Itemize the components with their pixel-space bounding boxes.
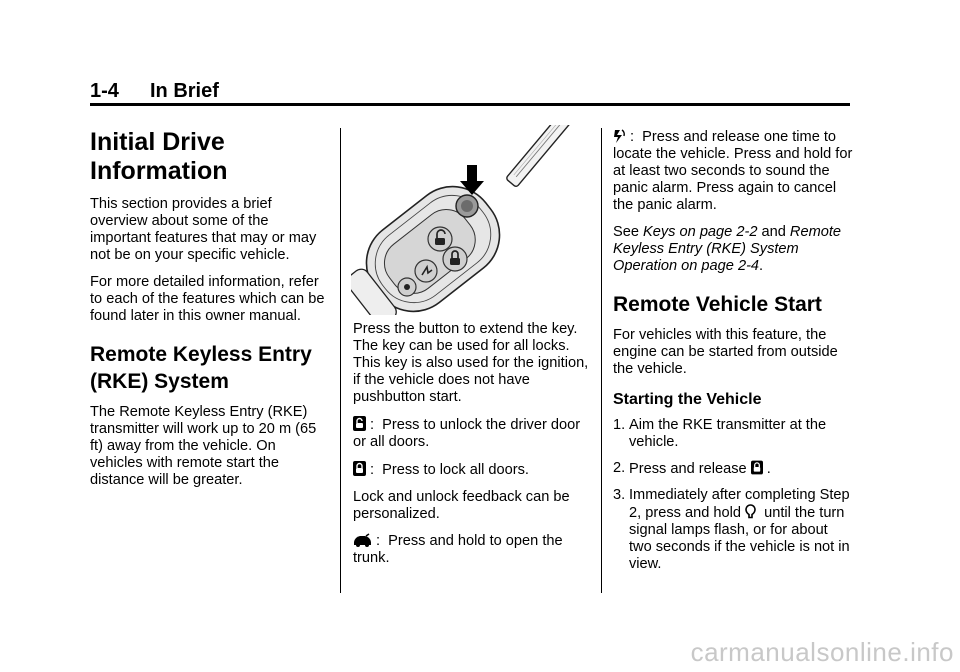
watermark: carmanualsonline.info xyxy=(690,637,954,667)
lock-icon xyxy=(751,460,763,475)
rke-reference-link[interactable]: Remote Keyless Entry (RKE) System Operation on page 2-4 xyxy=(613,224,842,274)
and-word: and xyxy=(761,224,786,240)
column-divider xyxy=(340,128,341,593)
column-2 xyxy=(353,128,593,577)
panic-button-icon xyxy=(398,278,416,296)
lock-description: : Press to lock all doors. xyxy=(353,461,593,479)
step-number: 1. xyxy=(613,417,626,433)
unlock-description: : Press to unlock the driver door or all doors. xyxy=(353,417,581,450)
panic-text: Press and release one time to locate the vehicle. Press and hold for at least two seconds to sound the panic alarm. Press again to cancel the panic alarm. xyxy=(613,129,853,213)
list-item xyxy=(613,487,853,573)
list-item xyxy=(613,417,853,451)
lock-button-icon xyxy=(443,247,467,271)
trunk-text: Press and hold to open the trunk. xyxy=(353,533,563,566)
list-item xyxy=(613,460,853,478)
trunk-icon xyxy=(353,533,372,547)
period: . xyxy=(759,258,764,274)
unlock-text: Press to unlock the driver door or all doors. xyxy=(353,417,581,450)
paragraph: Press the button to extend the key. The key can be used for all locks. This key is also used for the ignition, if the vehicle does not have pushbutton start. xyxy=(353,321,589,405)
see-word: See xyxy=(613,224,639,240)
page-number: 1-4 xyxy=(90,80,119,102)
paragraph: For vehicles with this feature, the engine can be started from outside the vehicle. xyxy=(613,327,838,377)
trunk-description: : Press and hold to open the trunk. xyxy=(353,533,563,566)
steps-list xyxy=(613,417,853,573)
page-title: Initial Drive Information xyxy=(90,128,228,185)
see-references xyxy=(613,224,853,275)
paragraph: This section provides a brief overview about some of the important features that may or may not be on your specific vehicle. xyxy=(90,196,317,263)
step-text: . xyxy=(766,461,771,477)
header-rule xyxy=(90,103,850,106)
paragraph: Lock and unlock feedback can be personalized. xyxy=(353,489,570,522)
section-title: In Brief xyxy=(150,80,219,102)
key-release-button-icon xyxy=(456,195,478,217)
paragraph: For more detailed information, refer to each of the features which can be found later in this owner manual. xyxy=(90,274,325,324)
lock-icon xyxy=(353,461,366,476)
unlock-icon xyxy=(353,416,366,431)
key-fob-illustration xyxy=(351,125,591,315)
step-number: 2. xyxy=(613,460,626,476)
keys-reference-link[interactable]: Keys on page 2-2 xyxy=(643,224,758,240)
remote-start-heading: Remote Vehicle Start xyxy=(613,293,822,316)
step-text: Immediately after completing Step 2, press and hold xyxy=(629,487,850,521)
panic-icon xyxy=(613,128,626,143)
rke-heading: Remote Keyless Entry (RKE) System xyxy=(90,343,312,393)
step-text: until the turn signal lamps flash, or for about two seconds if the vehicle is not in view. xyxy=(629,505,850,572)
panic-description: : Press and release one time to locate the vehicle. Press and hold for at least two seconds to sound the panic alarm. Press again to cancel the panic alarm. xyxy=(613,129,853,213)
paragraph: The Remote Keyless Entry (RKE) transmitter will work up to 20 m (65 ft) away from the vehicle. On vehicles with remote start the distance will be greater. xyxy=(90,404,317,488)
column-divider xyxy=(601,128,602,593)
unlock-button-icon xyxy=(428,227,452,251)
starting-heading: Starting the Vehicle xyxy=(613,391,762,408)
key-blade xyxy=(506,125,587,187)
column-3 xyxy=(613,128,853,582)
step-text: Aim the RKE transmitter at the vehicle. xyxy=(629,417,827,450)
remote-start-icon xyxy=(745,504,756,519)
remote-start-button-icon xyxy=(415,260,437,282)
lock-text: Press to lock all doors. xyxy=(382,462,529,478)
step-text: Press and release xyxy=(629,461,747,477)
step-number: 3. xyxy=(613,487,626,503)
column-1 xyxy=(90,128,330,499)
